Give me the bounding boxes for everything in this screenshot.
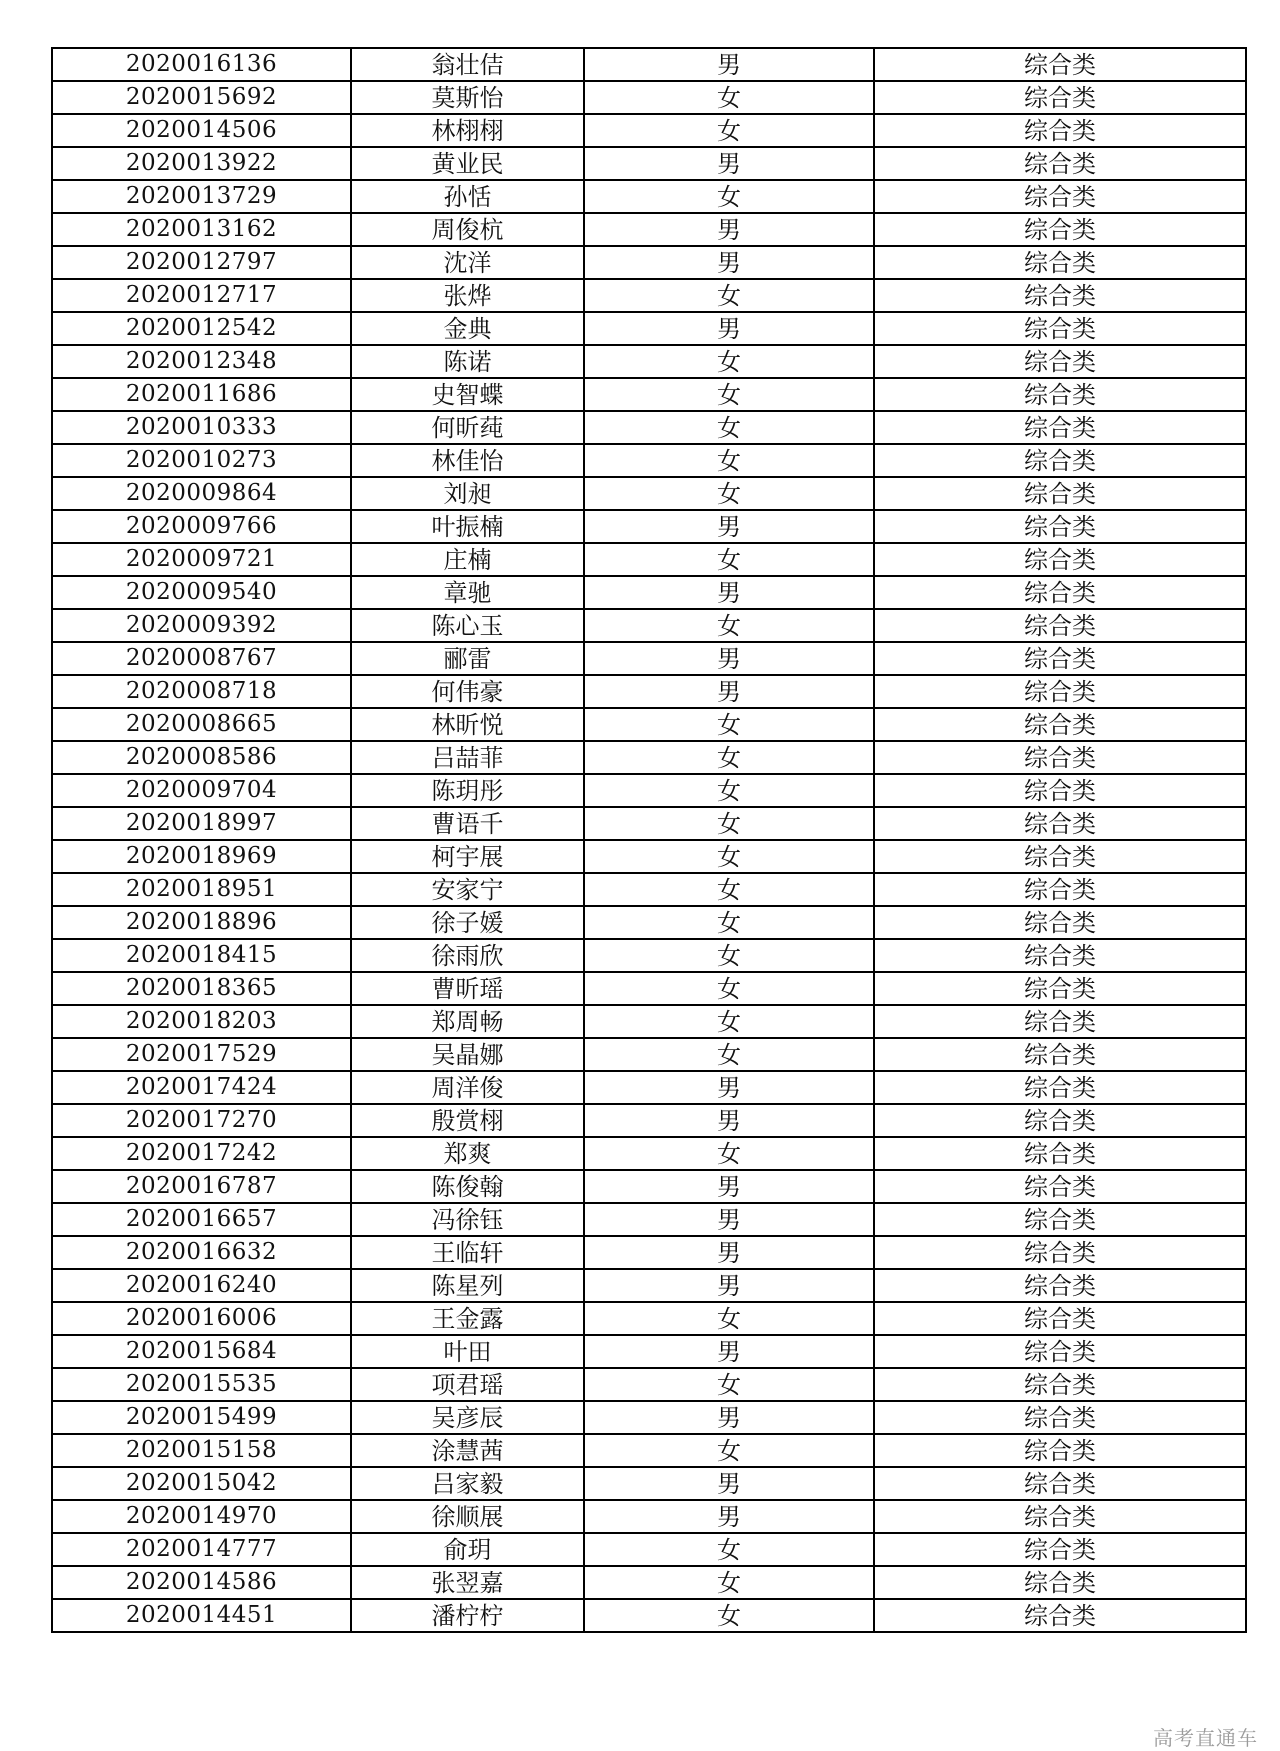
category-cell: 综合类 bbox=[874, 378, 1246, 411]
table-row bbox=[52, 510, 1246, 543]
table-row bbox=[52, 1566, 1246, 1599]
gender-cell: 女 bbox=[584, 840, 874, 873]
gender-cell: 男 bbox=[584, 1236, 874, 1269]
table-row bbox=[52, 873, 1246, 906]
table-row bbox=[52, 1170, 1246, 1203]
category-cell: 综合类 bbox=[874, 1005, 1246, 1038]
category-cell: 综合类 bbox=[874, 642, 1246, 675]
category-cell: 综合类 bbox=[874, 1269, 1246, 1302]
table-row bbox=[52, 477, 1246, 510]
gender-cell: 女 bbox=[584, 279, 874, 312]
name-cell: 项君瑶 bbox=[351, 1368, 584, 1401]
student-id-cell: 2020017529 bbox=[52, 1038, 351, 1071]
table-row bbox=[52, 1302, 1246, 1335]
name-cell: 曹语千 bbox=[351, 807, 584, 840]
table-row bbox=[52, 444, 1246, 477]
name-cell: 孙恬 bbox=[351, 180, 584, 213]
table-row bbox=[52, 1335, 1246, 1368]
name-cell: 陈俊翰 bbox=[351, 1170, 584, 1203]
table-row bbox=[52, 675, 1246, 708]
name-cell: 郦雷 bbox=[351, 642, 584, 675]
table-row bbox=[52, 48, 1246, 81]
name-cell: 周洋俊 bbox=[351, 1071, 584, 1104]
category-cell: 综合类 bbox=[874, 510, 1246, 543]
student-id-cell: 2020018365 bbox=[52, 972, 351, 1005]
category-cell: 综合类 bbox=[874, 213, 1246, 246]
gender-cell: 男 bbox=[584, 1335, 874, 1368]
name-cell: 曹昕瑶 bbox=[351, 972, 584, 1005]
gender-cell: 男 bbox=[584, 510, 874, 543]
gender-cell: 男 bbox=[584, 1401, 874, 1434]
table-row bbox=[52, 543, 1246, 576]
gender-cell: 男 bbox=[584, 1269, 874, 1302]
gender-cell: 女 bbox=[584, 708, 874, 741]
gender-cell: 女 bbox=[584, 1566, 874, 1599]
table-row bbox=[52, 840, 1246, 873]
name-cell: 陈心玉 bbox=[351, 609, 584, 642]
table-row bbox=[52, 939, 1246, 972]
table-row bbox=[52, 807, 1246, 840]
category-cell: 综合类 bbox=[874, 180, 1246, 213]
student-id-cell: 2020013729 bbox=[52, 180, 351, 213]
name-cell: 周俊杭 bbox=[351, 213, 584, 246]
gender-cell: 女 bbox=[584, 1137, 874, 1170]
gender-cell: 女 bbox=[584, 1005, 874, 1038]
table-row bbox=[52, 642, 1246, 675]
student-id-cell: 2020013922 bbox=[52, 147, 351, 180]
admission-list-table bbox=[51, 47, 1247, 1633]
table-row bbox=[52, 774, 1246, 807]
category-cell: 综合类 bbox=[874, 1533, 1246, 1566]
category-cell: 综合类 bbox=[874, 840, 1246, 873]
category-cell: 综合类 bbox=[874, 972, 1246, 1005]
gender-cell: 女 bbox=[584, 774, 874, 807]
category-cell: 综合类 bbox=[874, 477, 1246, 510]
gender-cell: 女 bbox=[584, 939, 874, 972]
category-cell: 综合类 bbox=[874, 1137, 1246, 1170]
category-cell: 综合类 bbox=[874, 609, 1246, 642]
student-id-cell: 2020014777 bbox=[52, 1533, 351, 1566]
name-cell: 何伟豪 bbox=[351, 675, 584, 708]
name-cell: 安家宁 bbox=[351, 873, 584, 906]
gender-cell: 女 bbox=[584, 972, 874, 1005]
table-row bbox=[52, 1269, 1246, 1302]
gender-cell: 女 bbox=[584, 1302, 874, 1335]
name-cell: 吴晶娜 bbox=[351, 1038, 584, 1071]
table-row bbox=[52, 1203, 1246, 1236]
student-id-cell: 2020009540 bbox=[52, 576, 351, 609]
student-id-cell: 2020017270 bbox=[52, 1104, 351, 1137]
student-id-cell: 2020009864 bbox=[52, 477, 351, 510]
gender-cell: 男 bbox=[584, 1071, 874, 1104]
student-id-cell: 2020012717 bbox=[52, 279, 351, 312]
name-cell: 陈玥彤 bbox=[351, 774, 584, 807]
table-row bbox=[52, 1434, 1246, 1467]
category-cell: 综合类 bbox=[874, 411, 1246, 444]
student-id-cell: 2020018415 bbox=[52, 939, 351, 972]
category-cell: 综合类 bbox=[874, 1104, 1246, 1137]
name-cell: 叶田 bbox=[351, 1335, 584, 1368]
name-cell: 林栩栩 bbox=[351, 114, 584, 147]
gender-cell: 男 bbox=[584, 642, 874, 675]
name-cell: 沈洋 bbox=[351, 246, 584, 279]
gender-cell: 女 bbox=[584, 1368, 874, 1401]
student-id-cell: 2020016787 bbox=[52, 1170, 351, 1203]
table-row bbox=[52, 180, 1246, 213]
name-cell: 涂慧茜 bbox=[351, 1434, 584, 1467]
table-row bbox=[52, 378, 1246, 411]
student-id-cell: 2020008586 bbox=[52, 741, 351, 774]
name-cell: 吴彦辰 bbox=[351, 1401, 584, 1434]
category-cell: 综合类 bbox=[874, 1170, 1246, 1203]
student-id-cell: 2020017424 bbox=[52, 1071, 351, 1104]
student-id-cell: 2020009704 bbox=[52, 774, 351, 807]
category-cell: 综合类 bbox=[874, 147, 1246, 180]
student-id-cell: 2020014586 bbox=[52, 1566, 351, 1599]
gender-cell: 男 bbox=[584, 576, 874, 609]
student-id-cell: 2020016657 bbox=[52, 1203, 351, 1236]
gender-cell: 男 bbox=[584, 312, 874, 345]
student-id-cell: 2020015535 bbox=[52, 1368, 351, 1401]
student-id-cell: 2020015042 bbox=[52, 1467, 351, 1500]
student-id-cell: 2020009721 bbox=[52, 543, 351, 576]
gender-cell: 女 bbox=[584, 411, 874, 444]
name-cell: 刘昶 bbox=[351, 477, 584, 510]
gender-cell: 男 bbox=[584, 675, 874, 708]
category-cell: 综合类 bbox=[874, 741, 1246, 774]
name-cell: 冯徐钰 bbox=[351, 1203, 584, 1236]
table-row bbox=[52, 1137, 1246, 1170]
gender-cell: 男 bbox=[584, 1104, 874, 1137]
name-cell: 殷赏栩 bbox=[351, 1104, 584, 1137]
student-id-cell: 2020013162 bbox=[52, 213, 351, 246]
student-id-cell: 2020016006 bbox=[52, 1302, 351, 1335]
student-id-cell: 2020015499 bbox=[52, 1401, 351, 1434]
table-row bbox=[52, 708, 1246, 741]
gender-cell: 男 bbox=[584, 1500, 874, 1533]
name-cell: 黄业民 bbox=[351, 147, 584, 180]
table-row bbox=[52, 213, 1246, 246]
student-id-cell: 2020010333 bbox=[52, 411, 351, 444]
name-cell: 史智蝶 bbox=[351, 378, 584, 411]
category-cell: 综合类 bbox=[874, 1401, 1246, 1434]
category-cell: 综合类 bbox=[874, 1434, 1246, 1467]
table-row bbox=[52, 1533, 1246, 1566]
name-cell: 柯宇展 bbox=[351, 840, 584, 873]
table-row bbox=[52, 411, 1246, 444]
table-row bbox=[52, 1071, 1246, 1104]
category-cell: 综合类 bbox=[874, 873, 1246, 906]
student-id-cell: 2020016240 bbox=[52, 1269, 351, 1302]
category-cell: 综合类 bbox=[874, 1467, 1246, 1500]
category-cell: 综合类 bbox=[874, 444, 1246, 477]
student-id-cell: 2020014451 bbox=[52, 1599, 351, 1632]
category-cell: 综合类 bbox=[874, 1302, 1246, 1335]
gender-cell: 女 bbox=[584, 1038, 874, 1071]
category-cell: 综合类 bbox=[874, 1236, 1246, 1269]
category-cell: 综合类 bbox=[874, 1038, 1246, 1071]
category-cell: 综合类 bbox=[874, 807, 1246, 840]
student-id-cell: 2020018896 bbox=[52, 906, 351, 939]
table-body bbox=[52, 48, 1246, 1632]
category-cell: 综合类 bbox=[874, 114, 1246, 147]
gender-cell: 女 bbox=[584, 1434, 874, 1467]
name-cell: 翁壮佶 bbox=[351, 48, 584, 81]
table-row bbox=[52, 906, 1246, 939]
name-cell: 潘柠柠 bbox=[351, 1599, 584, 1632]
student-id-cell: 2020018951 bbox=[52, 873, 351, 906]
table-row bbox=[52, 972, 1246, 1005]
gender-cell: 男 bbox=[584, 246, 874, 279]
student-id-cell: 2020014970 bbox=[52, 1500, 351, 1533]
name-cell: 吕家毅 bbox=[351, 1467, 584, 1500]
gender-cell: 女 bbox=[584, 609, 874, 642]
category-cell: 综合类 bbox=[874, 675, 1246, 708]
table-row bbox=[52, 1500, 1246, 1533]
name-cell: 俞玥 bbox=[351, 1533, 584, 1566]
name-cell: 吕喆菲 bbox=[351, 741, 584, 774]
table-row bbox=[52, 81, 1246, 114]
student-id-cell: 2020017242 bbox=[52, 1137, 351, 1170]
watermark-text: 高考直通车 bbox=[1153, 1726, 1258, 1750]
name-cell: 陈诺 bbox=[351, 345, 584, 378]
category-cell: 综合类 bbox=[874, 312, 1246, 345]
gender-cell: 女 bbox=[584, 345, 874, 378]
gender-cell: 女 bbox=[584, 1533, 874, 1566]
name-cell: 林昕悦 bbox=[351, 708, 584, 741]
category-cell: 综合类 bbox=[874, 1368, 1246, 1401]
student-id-cell: 2020008718 bbox=[52, 675, 351, 708]
category-cell: 综合类 bbox=[874, 1500, 1246, 1533]
student-id-cell: 2020016136 bbox=[52, 48, 351, 81]
category-cell: 综合类 bbox=[874, 1599, 1246, 1632]
student-id-cell: 2020008767 bbox=[52, 642, 351, 675]
name-cell: 张烨 bbox=[351, 279, 584, 312]
table-row bbox=[52, 312, 1246, 345]
gender-cell: 女 bbox=[584, 378, 874, 411]
name-cell: 王金露 bbox=[351, 1302, 584, 1335]
name-cell: 林佳怡 bbox=[351, 444, 584, 477]
gender-cell: 女 bbox=[584, 1599, 874, 1632]
student-id-cell: 2020016632 bbox=[52, 1236, 351, 1269]
category-cell: 综合类 bbox=[874, 576, 1246, 609]
name-cell: 叶振楠 bbox=[351, 510, 584, 543]
table-row bbox=[52, 147, 1246, 180]
student-id-cell: 2020009392 bbox=[52, 609, 351, 642]
name-cell: 金典 bbox=[351, 312, 584, 345]
name-cell: 郑爽 bbox=[351, 1137, 584, 1170]
name-cell: 郑周畅 bbox=[351, 1005, 584, 1038]
name-cell: 徐子媛 bbox=[351, 906, 584, 939]
student-id-cell: 2020008665 bbox=[52, 708, 351, 741]
category-cell: 综合类 bbox=[874, 279, 1246, 312]
name-cell: 章驰 bbox=[351, 576, 584, 609]
gender-cell: 女 bbox=[584, 906, 874, 939]
category-cell: 综合类 bbox=[874, 906, 1246, 939]
gender-cell: 女 bbox=[584, 807, 874, 840]
student-id-cell: 2020018969 bbox=[52, 840, 351, 873]
category-cell: 综合类 bbox=[874, 1566, 1246, 1599]
gender-cell: 男 bbox=[584, 48, 874, 81]
student-id-cell: 2020012348 bbox=[52, 345, 351, 378]
table-row bbox=[52, 1401, 1246, 1434]
category-cell: 综合类 bbox=[874, 48, 1246, 81]
student-id-cell: 2020018203 bbox=[52, 1005, 351, 1038]
name-cell: 陈星列 bbox=[351, 1269, 584, 1302]
table-row bbox=[52, 741, 1246, 774]
gender-cell: 男 bbox=[584, 1467, 874, 1500]
table-row bbox=[52, 345, 1246, 378]
table-row bbox=[52, 1104, 1246, 1137]
category-cell: 综合类 bbox=[874, 1203, 1246, 1236]
table-row bbox=[52, 1467, 1246, 1500]
gender-cell: 女 bbox=[584, 477, 874, 510]
name-cell: 莫斯怡 bbox=[351, 81, 584, 114]
gender-cell: 男 bbox=[584, 1203, 874, 1236]
gender-cell: 女 bbox=[584, 81, 874, 114]
category-cell: 综合类 bbox=[874, 1071, 1246, 1104]
student-id-cell: 2020012542 bbox=[52, 312, 351, 345]
category-cell: 综合类 bbox=[874, 345, 1246, 378]
category-cell: 综合类 bbox=[874, 939, 1246, 972]
student-id-cell: 2020018997 bbox=[52, 807, 351, 840]
category-cell: 综合类 bbox=[874, 708, 1246, 741]
table-row bbox=[52, 246, 1246, 279]
gender-cell: 女 bbox=[584, 873, 874, 906]
table-row bbox=[52, 1038, 1246, 1071]
student-id-cell: 2020009766 bbox=[52, 510, 351, 543]
table-row bbox=[52, 1005, 1246, 1038]
gender-cell: 男 bbox=[584, 1170, 874, 1203]
category-cell: 综合类 bbox=[874, 81, 1246, 114]
category-cell: 综合类 bbox=[874, 543, 1246, 576]
gender-cell: 女 bbox=[584, 180, 874, 213]
table-row bbox=[52, 1236, 1246, 1269]
name-cell: 张翌嘉 bbox=[351, 1566, 584, 1599]
gender-cell: 男 bbox=[584, 147, 874, 180]
table-row bbox=[52, 1599, 1246, 1632]
gender-cell: 女 bbox=[584, 741, 874, 774]
table-row bbox=[52, 576, 1246, 609]
gender-cell: 女 bbox=[584, 114, 874, 147]
table-row bbox=[52, 1368, 1246, 1401]
student-id-cell: 2020012797 bbox=[52, 246, 351, 279]
name-cell: 徐顺展 bbox=[351, 1500, 584, 1533]
student-id-cell: 2020010273 bbox=[52, 444, 351, 477]
student-id-cell: 2020015692 bbox=[52, 81, 351, 114]
student-id-cell: 2020015684 bbox=[52, 1335, 351, 1368]
gender-cell: 女 bbox=[584, 444, 874, 477]
student-id-cell: 2020011686 bbox=[52, 378, 351, 411]
category-cell: 综合类 bbox=[874, 774, 1246, 807]
name-cell: 庄楠 bbox=[351, 543, 584, 576]
name-cell: 徐雨欣 bbox=[351, 939, 584, 972]
name-cell: 王临轩 bbox=[351, 1236, 584, 1269]
table-row bbox=[52, 609, 1246, 642]
category-cell: 综合类 bbox=[874, 1335, 1246, 1368]
name-cell: 何昕莼 bbox=[351, 411, 584, 444]
table-row bbox=[52, 279, 1246, 312]
student-id-cell: 2020015158 bbox=[52, 1434, 351, 1467]
category-cell: 综合类 bbox=[874, 246, 1246, 279]
student-id-cell: 2020014506 bbox=[52, 114, 351, 147]
gender-cell: 女 bbox=[584, 543, 874, 576]
gender-cell: 男 bbox=[584, 213, 874, 246]
table-row bbox=[52, 114, 1246, 147]
